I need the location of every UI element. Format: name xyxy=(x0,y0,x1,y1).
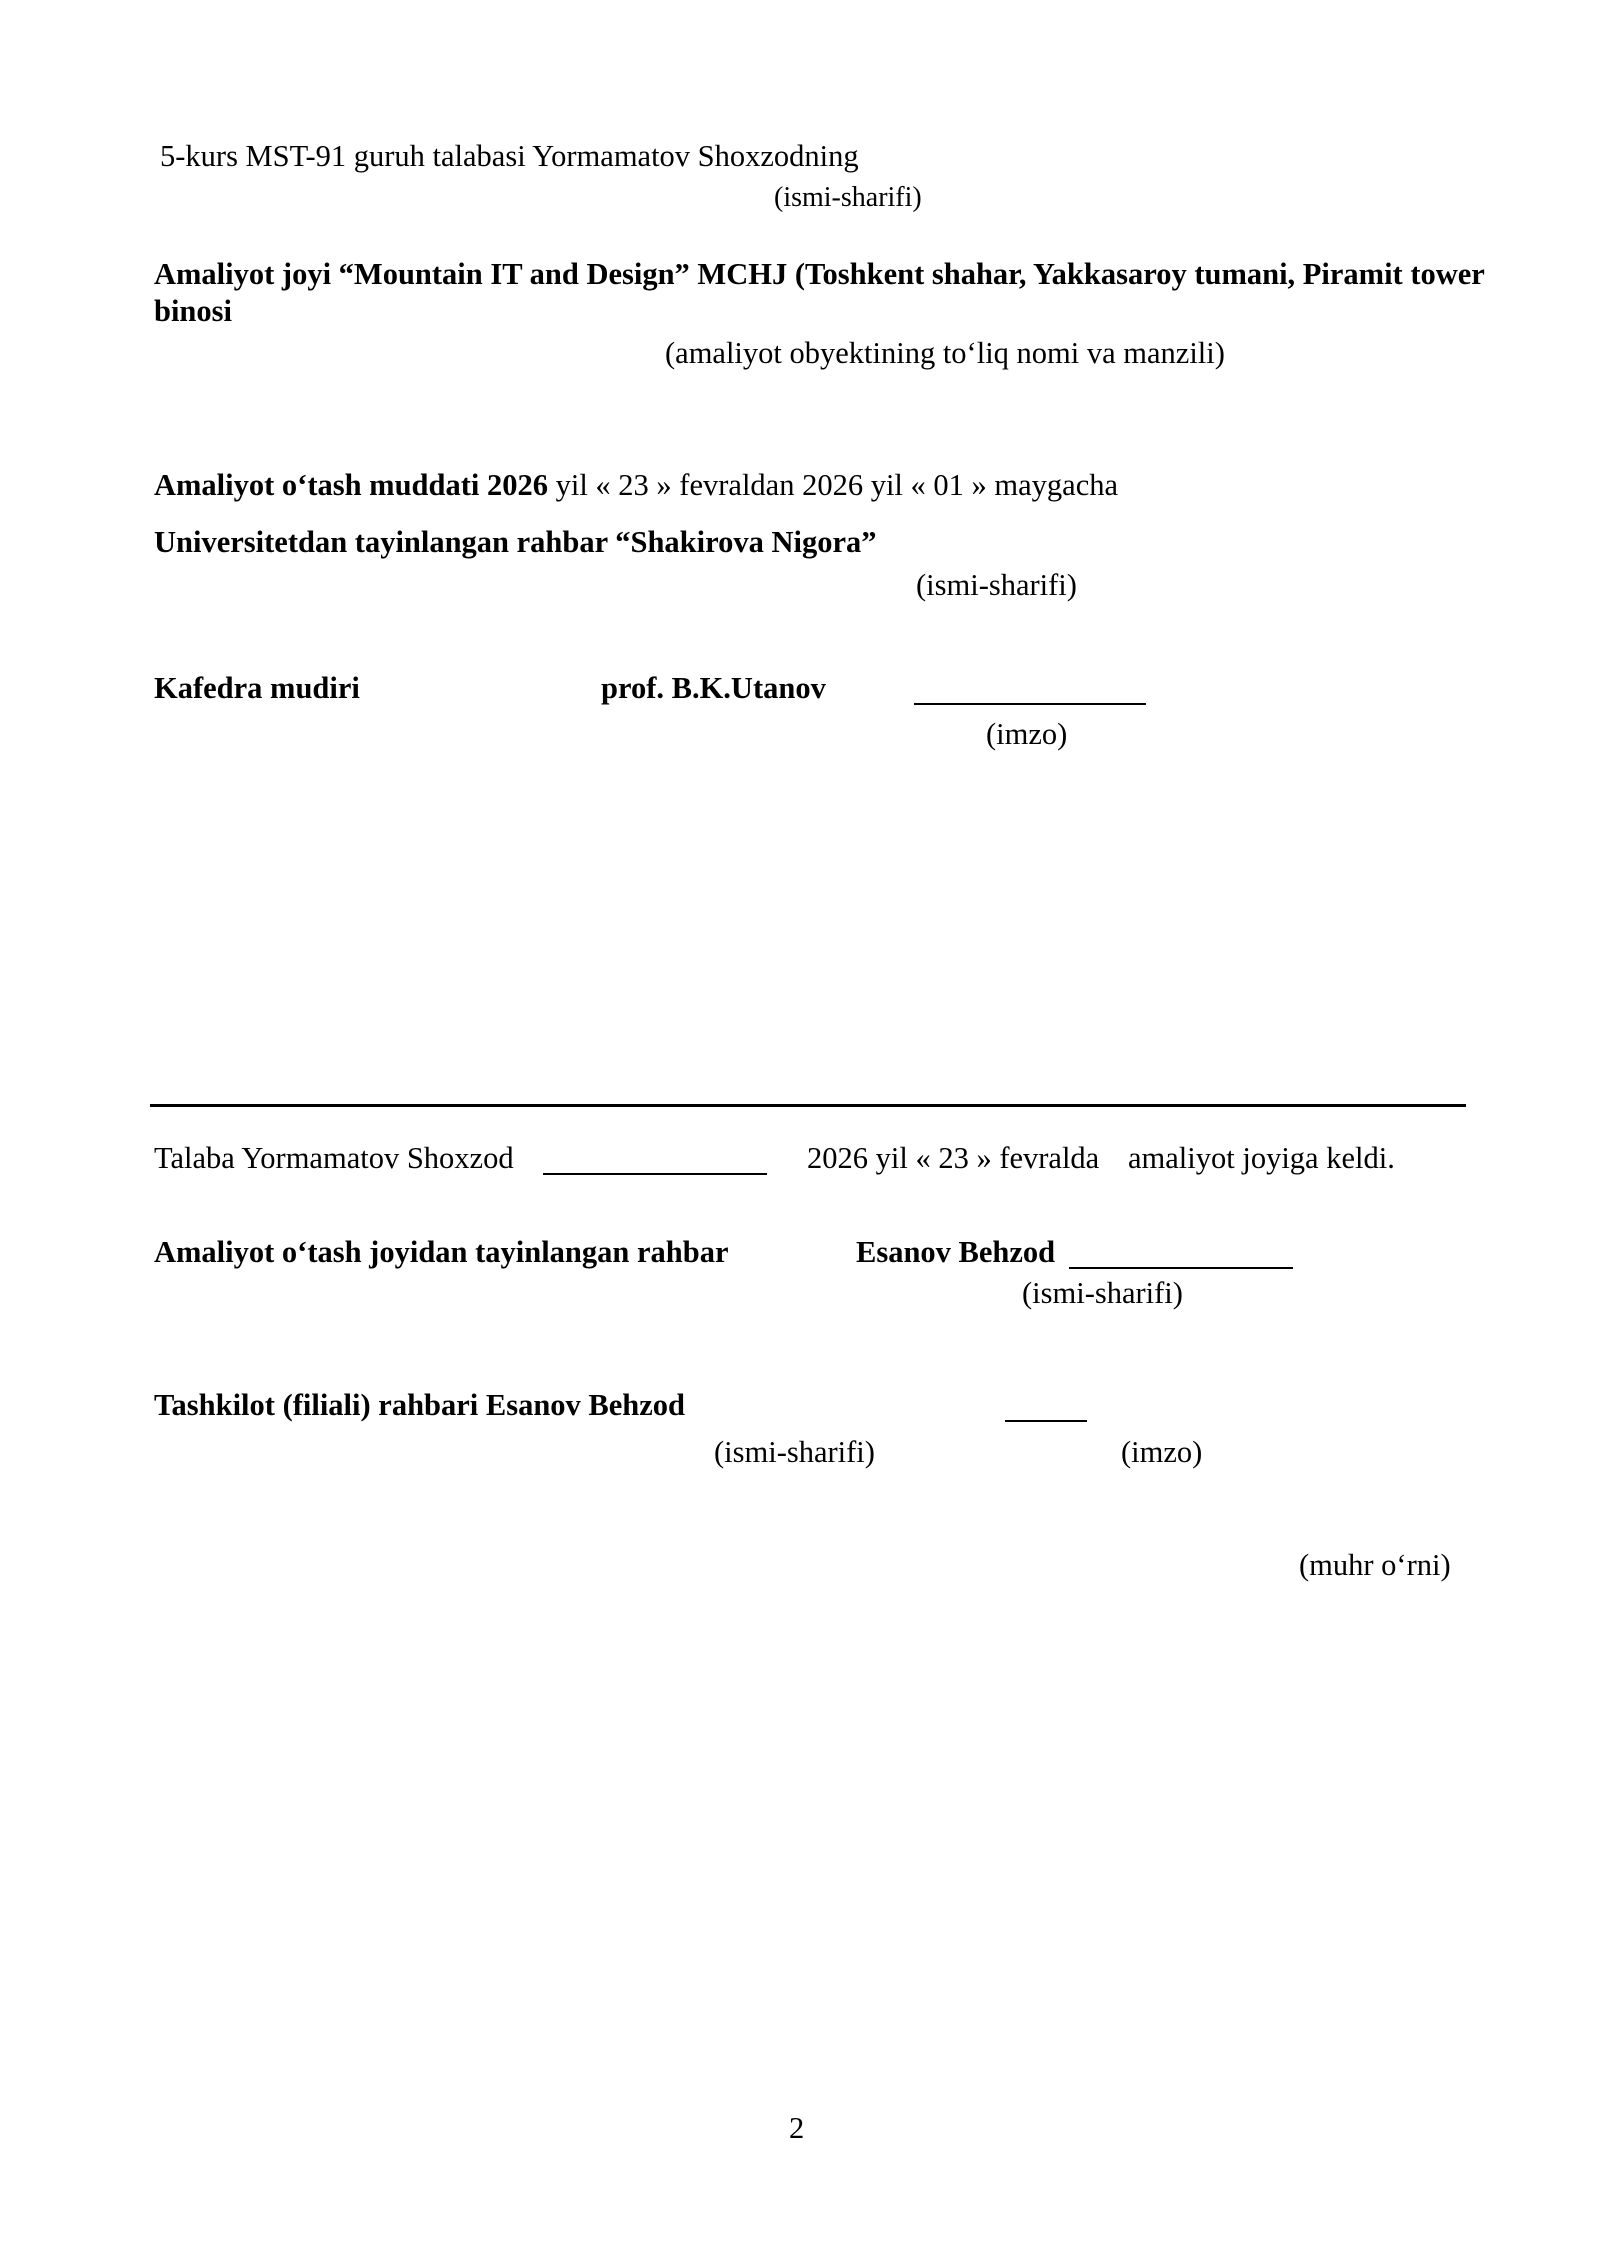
practice-place-caption: (amaliyot obyektining to‘liq nomi va manzili) xyxy=(665,336,1225,370)
university-supervisor-label: Universitetdan tayinlangan rahbar xyxy=(154,525,608,559)
practice-place-label: Amaliyot joyi xyxy=(154,257,332,291)
student-name-caption: (ismi-sharifi) xyxy=(774,182,922,213)
page-number: 2 xyxy=(789,2111,805,2145)
duration-start-year: 2026 xyxy=(486,468,548,502)
arrival-action: amaliyot joyiga keldi. xyxy=(1128,1141,1395,1175)
student-line: 5-kurs MST-91 guruh talabasi Yormamatov Shoxzodning xyxy=(160,139,859,173)
organization-head-signature-line xyxy=(1005,1386,1087,1422)
arrival-date: 2026 yil « 23 » fevralda xyxy=(807,1141,1100,1175)
practice-duration xyxy=(154,467,1118,504)
organization-head-name-caption: (ismi-sharifi) xyxy=(714,1435,875,1469)
arrival-student-signature-line xyxy=(543,1139,767,1175)
department-head-name: prof. B.K.Utanov xyxy=(601,671,826,705)
university-supervisor xyxy=(154,524,877,561)
stamp-place-caption: (muhr o‘rni) xyxy=(1299,1548,1451,1582)
practice-place-value: “Mountain IT and Design” MCHJ (Toshkent shahar, Yakkasaroy tumani, Piramit tower binosi xyxy=(154,257,1485,328)
duration-label: Amaliyot o‘tash muddati xyxy=(154,468,480,502)
department-head-signature-caption: (imzo) xyxy=(986,717,1068,751)
site-supervisor-caption: (ismi-sharifi) xyxy=(1022,1276,1183,1310)
site-supervisor-signature-line xyxy=(1069,1233,1293,1269)
organization-head-label: Tashkilot (filiali) rahbari Esanov Behzod xyxy=(154,1388,686,1422)
site-supervisor-label: Amaliyot o‘tash joyidan tayinlangan rahbar xyxy=(154,1235,729,1269)
department-head-label: Kafedra mudiri xyxy=(154,671,360,705)
practice-place xyxy=(154,256,1500,329)
section-divider xyxy=(150,1104,1466,1107)
department-head-signature-line xyxy=(914,669,1146,705)
arrival-student: Talaba Yormamatov Shoxzod xyxy=(154,1141,514,1175)
duration-dates: yil « 23 » fevraldan 2026 yil « 01 » maygacha xyxy=(555,468,1119,502)
university-supervisor-caption: (ismi-sharifi) xyxy=(916,568,1077,602)
organization-head-signature-caption: (imzo) xyxy=(1121,1435,1203,1469)
university-supervisor-name: “Shakirova Nigora” xyxy=(615,525,877,559)
site-supervisor-name: Esanov Behzod xyxy=(856,1235,1056,1269)
